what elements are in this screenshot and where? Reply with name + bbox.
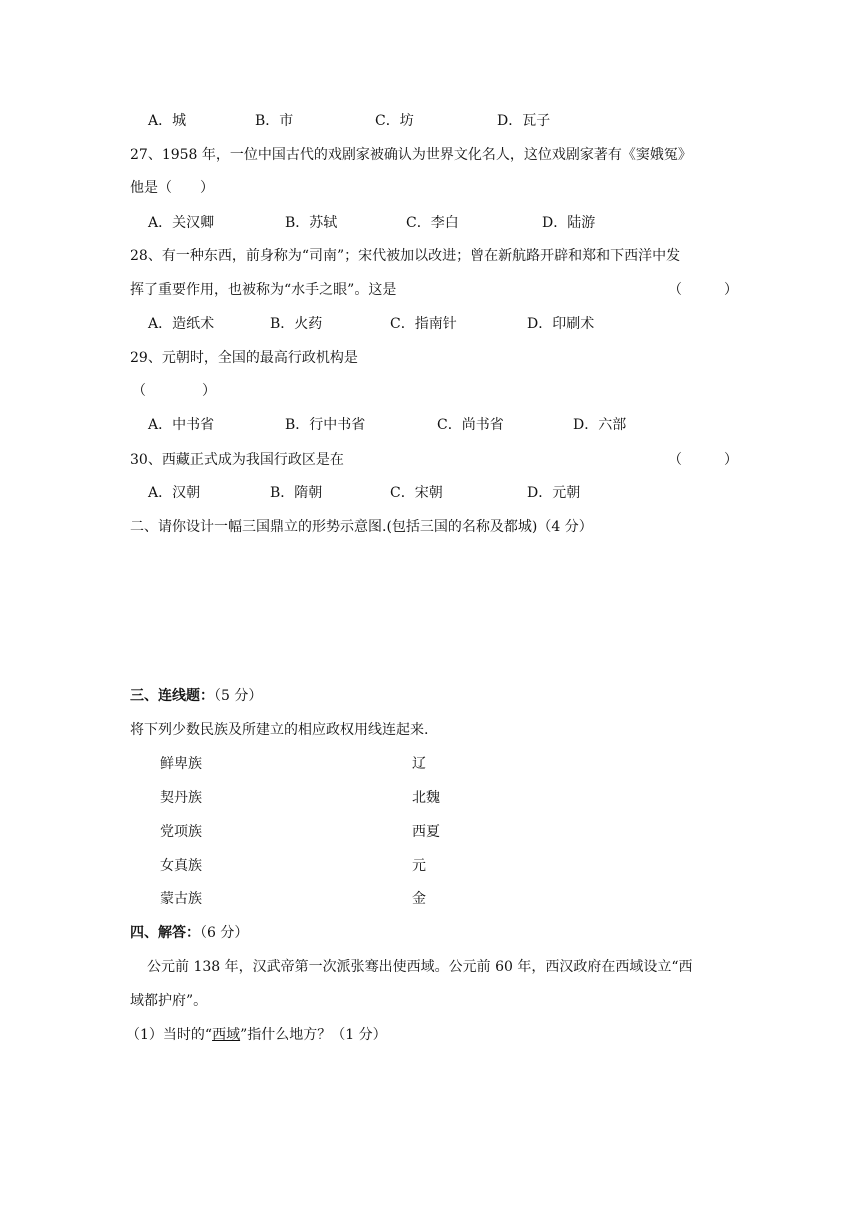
q29-line1: 29、元朝时，全国的最高行政机构是: [130, 350, 358, 366]
q28-option-a: A．造纸术: [148, 316, 215, 332]
q29-answer-paren: （ ）: [132, 383, 216, 399]
section4-heading-line: [130, 923, 248, 943]
q27-option-a: A．关汉卿: [148, 215, 215, 231]
q29-option-c: C．尚书省: [437, 417, 504, 433]
regime-3: 西夏: [412, 824, 440, 840]
q30-option-c: C．宋朝: [390, 485, 443, 501]
q26-option-b: B．市: [255, 113, 294, 129]
ethnic-group-5: 蒙古族: [160, 891, 202, 907]
section3-heading-line: [130, 686, 262, 706]
section4-paragraph-line1: 公元前 138 年，汉武帝第一次派张骞出使西域。公元前 60 年，西汉政府在西域设立“西: [147, 959, 693, 975]
ethnic-group-3: 党项族: [160, 824, 202, 840]
section2-prompt: 二、请你设计一幅三国鼎立的形势示意图.(包括三国的名称及都城)（4 分）: [130, 519, 593, 535]
regime-5: 金: [412, 891, 426, 907]
section3-heading: 三、连线题：: [130, 688, 214, 704]
q27-option-b: B．苏轼: [285, 215, 338, 231]
q30-option-b: B．隋朝: [270, 485, 323, 501]
ethnic-group-2: 契丹族: [160, 790, 202, 806]
q30-option-a: A．汉朝: [148, 485, 201, 501]
ethnic-group-1: 鲜卑族: [160, 756, 202, 772]
q27-option-c: C．李白: [406, 215, 459, 231]
q27-line1: 27、1958 年，一位中国古代的戏剧家被确认为世界文化名人，这位戏剧家著有《窦娥冤》: [130, 147, 692, 163]
ethnic-group-4: 女真族: [160, 858, 202, 874]
section3-score: （5 分）: [214, 688, 263, 704]
q28-answer-paren: （ ）: [668, 282, 738, 298]
q30-option-d: D．元朝: [527, 485, 581, 501]
q28-line1: 28、有一种东西，前身称为“司南”；宋代被加以改进；曾在新航路开辟和郑和下西洋中发: [130, 248, 681, 264]
section3-instruction: 将下列少数民族及所建立的相应政权用线连起来.: [130, 722, 429, 738]
regime-4: 元: [412, 858, 426, 874]
question1-suffix: ”指什么地方？（1 分）: [240, 1027, 387, 1043]
q27-line2: 他是（ ）: [130, 180, 214, 196]
section4-score: （6 分）: [200, 925, 249, 941]
q28-option-b: B．火药: [270, 316, 323, 332]
regime-2: 北魏: [412, 790, 440, 806]
section4-question1: [126, 1025, 387, 1045]
regime-1: 辽: [412, 756, 426, 772]
section4-heading: 四、解答：: [130, 925, 200, 941]
q26-option-a: A．城: [148, 113, 187, 129]
q29-option-a: A．中书省: [148, 417, 215, 433]
question1-underlined-term: 西域: [212, 1027, 241, 1043]
q29-option-b: B．行中书省: [285, 417, 366, 433]
q29-option-d: D．六部: [573, 417, 627, 433]
q28-option-d: D．印刷术: [527, 316, 595, 332]
section4-paragraph-line2: 域都护府”。: [130, 993, 208, 1009]
q28-line2: 挥了重要作用，也被称为“水手之眼”。这是: [130, 282, 397, 298]
q27-option-d: D．陆游: [542, 215, 596, 231]
q26-option-c: C．坊: [375, 113, 414, 129]
q30-answer-paren: （ ）: [668, 452, 738, 468]
question1-prefix: （1）当时的“: [126, 1027, 213, 1043]
q28-option-c: C．指南针: [390, 316, 457, 332]
q30-line1: 30、西藏正式成为我国行政区是在: [130, 452, 344, 468]
q26-option-d: D．瓦子: [497, 113, 551, 129]
